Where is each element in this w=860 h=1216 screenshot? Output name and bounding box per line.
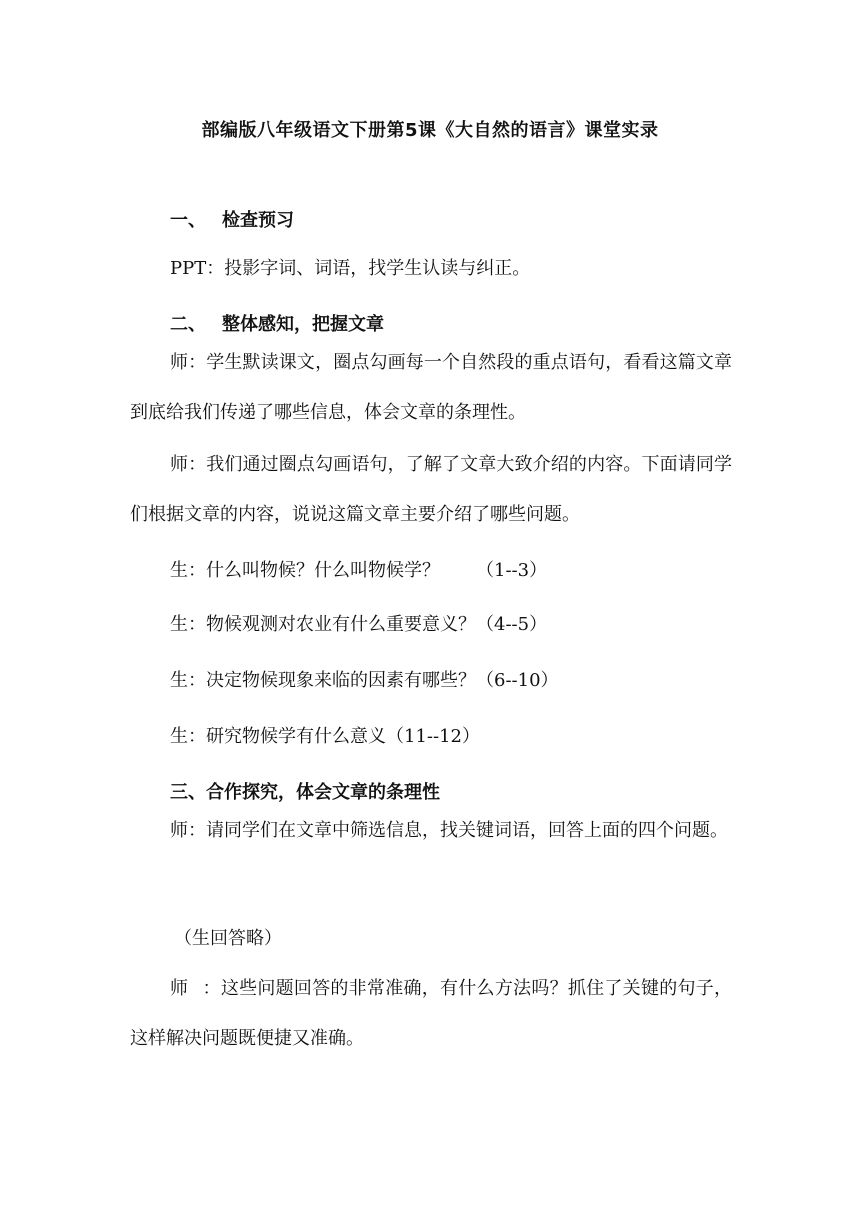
answer-range: （6--10） — [476, 670, 559, 691]
answer-text: 生：研究物候学有什么意义 — [170, 726, 386, 747]
answer-note: （生回答略） — [174, 928, 282, 949]
section-number: 一、 — [170, 210, 206, 231]
speaker-label: 师 — [170, 978, 189, 999]
answer-range: （1--3） — [476, 560, 548, 581]
page-title: 部编版八年级语文下册第5课《大自然的语言》课堂实录 — [201, 120, 659, 141]
paragraph-teacher-1: 师：学生默读课文，圈点勾画每一个自然段的重点语句，看看这篇文章到底给我们传递了哪些信息，体会文章的条理性。 — [130, 352, 732, 423]
paragraph-teacher-3: 师：请同学们在文章中筛选信息，找关键词语，回答上面的四个问题。 — [170, 820, 728, 841]
answer-text: 生：物候观测对农业有什么重要意义？ — [170, 614, 476, 635]
section-title: 整体感知，把握文章 — [222, 314, 384, 335]
section-heading-3 — [170, 778, 440, 804]
section-heading-2 — [170, 310, 384, 336]
answer-text: 生：决定物候现象来临的因素有哪些？ — [170, 670, 476, 691]
ppt-line: PPT：投影字词、词语，找学生认读与纠正。 — [170, 258, 531, 279]
section-title: 检查预习 — [222, 210, 294, 231]
section-number: 二、 — [170, 314, 206, 335]
section-title: 合作探究，体会文章的条理性 — [206, 782, 440, 803]
answer-text: 生：什么叫物候？什么叫物候学？ — [170, 560, 440, 581]
paragraph-teacher-4 — [130, 964, 732, 1064]
student-answer-4 — [170, 722, 480, 748]
section-number: 三、 — [170, 782, 206, 803]
answer-range: （4--5） — [476, 614, 548, 635]
paragraph-text: ：这些问题回答的非常准确，有什么方法吗？抓住了关键的句子，这样解决问题既便捷又准确。 — [130, 978, 733, 1049]
paragraph-teacher-2: 师：我们通过圈点勾画语句，了解了文章大致介绍的内容。下面请同学们根据文章的内容，说说这篇文章主要介绍了哪些问题。 — [130, 454, 732, 525]
student-answer-3 — [170, 666, 559, 692]
student-answer-2 — [170, 610, 547, 636]
student-answer-1 — [170, 556, 547, 582]
answer-range: （11--12） — [386, 726, 480, 747]
section-heading-1 — [170, 206, 294, 232]
